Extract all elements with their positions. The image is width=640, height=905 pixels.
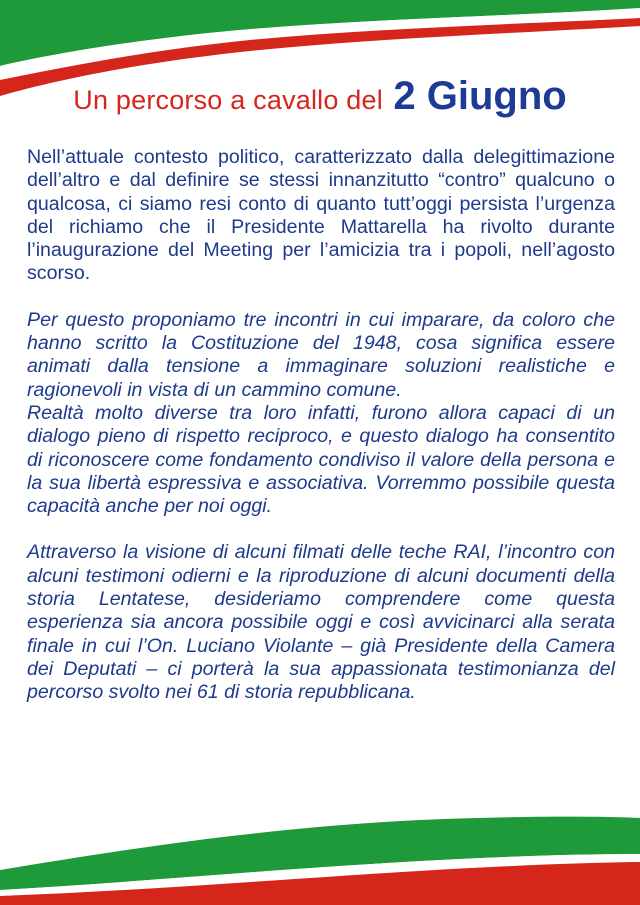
title-lead: Un percorso a cavallo del xyxy=(73,85,383,115)
paragraph-dialogue: Realtà molto diverse tra loro infatti, furono allora capaci di un dialogo pieno di rispetto reciproco, e questo dialogo ha consentito di riconoscere come fondamento condiviso il valore della persona e la sua libertà espressiva e associativa. Vorremmo possibile questa capacità anche per noi oggi. xyxy=(27,401,615,518)
title-date: 2 Giugno xyxy=(393,74,567,118)
page-title xyxy=(0,74,640,119)
body-text xyxy=(27,146,615,705)
bottom-tricolor-wave xyxy=(0,810,640,905)
paragraph-context: Nell’attuale contesto politico, caratterizzato dalla delegittimazione dell’altro e dal definire se stessi innanzitutto “contro” qualcuno o qualcosa, ci siamo resi conto di quanto tutt’oggi persista l’urgenza del richiamo che il Presidente Mattarella ha rivolto durante l’inaugurazione del Meeting per l’amicizia tra i popoli, nell’agosto scorso. xyxy=(27,146,615,285)
paragraph-program: Attraverso la visione di alcuni filmati delle teche RAI, l’incontro con alcuni testimoni odierni e la riproduzione di alcuni documenti della storia Lentatese, desideriamo comprendere come questa esperienza sia ancora possibile oggi e così avvicinarci alla serata finale in cui l’On. Luciano Violante – già Presidente della Camera dei Deputati – ci porterà la sua appassionata testimonianza del percorso svolto nei 61 di storia repubblicana. xyxy=(27,541,615,704)
paragraph-proposal: Per questo proponiamo tre incontri in cui imparare, da coloro che hanno scritto la Costituzione del 1948, cosa significa essere animati dalla tensione a immaginare soluzioni realistiche e ragionevoli in vista di un cammino comune. xyxy=(27,308,615,401)
